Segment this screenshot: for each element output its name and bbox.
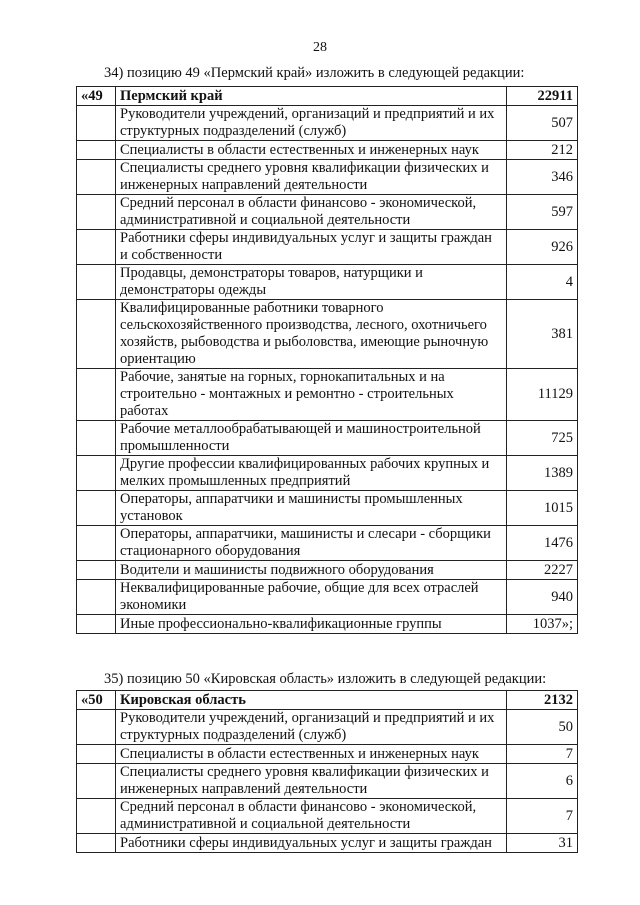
- table-row: [77, 799, 578, 834]
- row-label: Работники сферы индивидуальных услуг и защиты граждан: [116, 834, 507, 853]
- row-label: Специалисты в области естественных и инженерных наук: [116, 141, 507, 160]
- table-row: [77, 195, 578, 230]
- table-row: [77, 300, 578, 369]
- row-label: Неквалифицированные рабочие, общие для всех отраслей экономики: [116, 580, 507, 615]
- region-code: «50: [77, 691, 116, 710]
- row-label: Рабочие, занятые на горных, горнокапитальных и на строительно - монтажных и ремонтно - строительных работах: [116, 369, 507, 421]
- row-value: 1389: [507, 456, 578, 491]
- region-name: Пермский край: [116, 87, 507, 106]
- page-number: 28: [313, 40, 327, 55]
- row-value: 1037»;: [507, 615, 578, 634]
- table-row: [77, 834, 578, 853]
- row-value: 6: [507, 764, 578, 799]
- row-value: 597: [507, 195, 578, 230]
- row-value: 2227: [507, 561, 578, 580]
- table-row: [77, 710, 578, 745]
- row-value: 7: [507, 745, 578, 764]
- region-total: 22911: [507, 87, 578, 106]
- row-label: Операторы, аппаратчики и машинисты промышленных установок: [116, 491, 507, 526]
- row-label: Иные профессионально-квалификационные группы: [116, 615, 507, 634]
- table-perm: [76, 86, 578, 634]
- table-row: [77, 421, 578, 456]
- row-value: 381: [507, 300, 578, 369]
- row-value: 212: [507, 141, 578, 160]
- row-label: Средний персонал в области финансово - экономической, административной и социальной деятельности: [116, 195, 507, 230]
- row-value: 1476: [507, 526, 578, 561]
- table-row: [77, 369, 578, 421]
- row-label: Водители и машинисты подвижного оборудования: [116, 561, 507, 580]
- row-value: 507: [507, 106, 578, 141]
- region-total: 2132: [507, 691, 578, 710]
- row-value: 926: [507, 230, 578, 265]
- table-row: [77, 456, 578, 491]
- row-label: Продавцы, демонстраторы товаров, натурщики и демонстраторы одежды: [116, 265, 507, 300]
- row-label: Специалисты в области естественных и инженерных наук: [116, 745, 507, 764]
- row-label: Средний персонал в области финансово - экономической, административной и социальной деятельности: [116, 799, 507, 834]
- table-row: [77, 764, 578, 799]
- table-row: [77, 745, 578, 764]
- table-row: [77, 230, 578, 265]
- row-value: 7: [507, 799, 578, 834]
- instruction-kirov: 35) позицию 50 «Кировская область» изложить в следующей редакции:: [104, 671, 547, 687]
- row-label: Руководители учреждений, организаций и предприятий и их структурных подразделений (служб): [116, 710, 507, 745]
- row-label: Операторы, аппаратчики, машинисты и слесари - сборщики стационарного оборудования: [116, 526, 507, 561]
- table-row: [77, 160, 578, 195]
- table-row: [77, 615, 578, 634]
- row-value: 725: [507, 421, 578, 456]
- row-label: Рабочие металлообрабатывающей и машиностроительной промышленности: [116, 421, 507, 456]
- row-label: Руководители учреждений, организаций и предприятий и их структурных подразделений (служб): [116, 106, 507, 141]
- region-name: Кировская область: [116, 691, 507, 710]
- table-row: [77, 265, 578, 300]
- row-value: 50: [507, 710, 578, 745]
- table-row: [77, 526, 578, 561]
- row-label: Другие профессии квалифицированных рабочих крупных и мелких промышленных предприятий: [116, 456, 507, 491]
- row-label: Работники сферы индивидуальных услуг и защиты граждан и собственности: [116, 230, 507, 265]
- row-value: 11129: [507, 369, 578, 421]
- row-value: 1015: [507, 491, 578, 526]
- table-row: [77, 106, 578, 141]
- row-value: 346: [507, 160, 578, 195]
- row-value: 4: [507, 265, 578, 300]
- table-kirov: [76, 690, 578, 853]
- region-code: «49: [77, 87, 116, 106]
- row-value: 31: [507, 834, 578, 853]
- table-row: [77, 141, 578, 160]
- table-row: [77, 580, 578, 615]
- table-row: [77, 561, 578, 580]
- row-label: Квалифицированные работники товарного сельскохозяйственного производства, лесного, охотничьего хозяйств, рыбоводства и рыболовства, имеющие рыночную ориентацию: [116, 300, 507, 369]
- instruction-perm: 34) позицию 49 «Пермский край» изложить в следующей редакции:: [104, 65, 525, 81]
- table-row: [77, 491, 578, 526]
- table-row-header: [77, 691, 578, 710]
- row-label: Специалисты среднего уровня квалификации физических и инженерных направлений деятельности: [116, 160, 507, 195]
- table-row-header: [77, 87, 578, 106]
- row-label: Специалисты среднего уровня квалификации физических и инженерных направлений деятельности: [116, 764, 507, 799]
- row-value: 940: [507, 580, 578, 615]
